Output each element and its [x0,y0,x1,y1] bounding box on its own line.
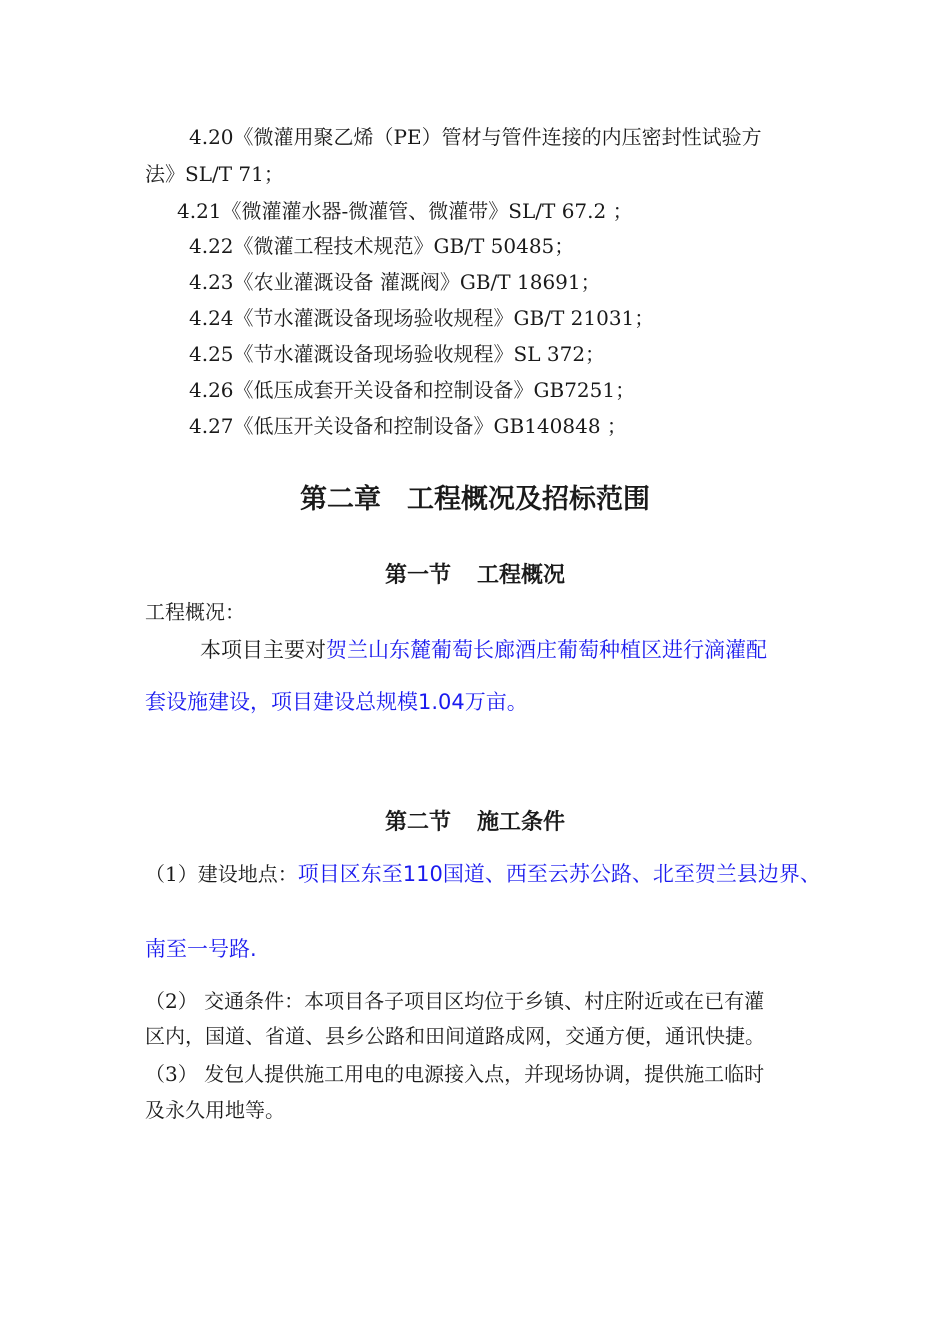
reference-4-21: 4.21《微灌灌水器-微灌管、微灌带》SL/T 67.2 ； [177,199,633,223]
reference-4-23: 4.23《农业灌溉设备 灌溉阀》GB/T 18691； [189,270,601,294]
section1-heading [0,561,950,591]
section1-number: 第一节 [384,563,451,588]
section2-item2-line1: （2） 交通条件：本项目各子项目区均位于乡镇、村庄附近或在已有灌 [145,989,765,1013]
chapter-heading [0,482,950,518]
section2-item2-line2: 区内，国道、省道、县乡公路和田间道路成网，交通方便，通讯快捷。 [145,1024,765,1048]
reference-4-20-line1: 4.20《微灌用聚乙烯（PE）管材与管件连接的内压密封性试验方 [189,125,762,149]
reference-4-26: 4.26《低压成套开关设备和控制设备》GB7251； [189,378,636,402]
section1-paragraph-line2 [145,688,528,716]
chapter-title: 工程概况及招标范围 [407,484,650,515]
chapter-number: 第二章 [300,484,381,515]
reference-4-20-line2: 法》SL/T 71； [145,162,284,186]
section2-item1-blue2: 南至一号路. [145,937,257,961]
section2-item1-prefix: （1）建设地点： [145,862,298,886]
section1-label: 工程概况： [145,600,245,624]
section2-item3-line1: （3） 发包人提供施工用电的电源接入点，并现场协调，提供施工临时 [145,1062,765,1086]
section1-paragraph-blue1: 贺兰山东麓葡萄长廊酒庄葡萄种植区进行滴灌配 [326,638,767,662]
reference-4-27: 4.27《低压开关设备和控制设备》GB140848 ； [189,414,627,438]
reference-4-22: 4.22《微灌工程技术规范》GB/T 50485； [189,234,575,258]
section2-title: 施工条件 [477,810,566,835]
reference-4-25: 4.25《节水灌溉设备现场验收规程》SL 372； [189,342,606,366]
section2-item1-line2 [145,935,257,963]
section2-number: 第二节 [384,810,451,835]
reference-4-24: 4.24《节水灌溉设备现场验收规程》GB/T 21031； [189,306,655,330]
section2-item1-line1 [145,860,821,888]
section2-item1-blue1: 项目区东至110国道、西至云苏公路、北至贺兰县边界、 [297,862,821,886]
section1-paragraph-prefix: 本项目主要对 [200,638,326,662]
section2-item3-line2: 及永久用地等。 [145,1098,285,1122]
section1-paragraph-blue2: 套设施建设，项目建设总规模1.04万亩。 [145,690,528,714]
section2-heading [0,808,950,838]
section1-title: 工程概况 [477,563,566,588]
section1-paragraph-line1 [200,636,767,664]
